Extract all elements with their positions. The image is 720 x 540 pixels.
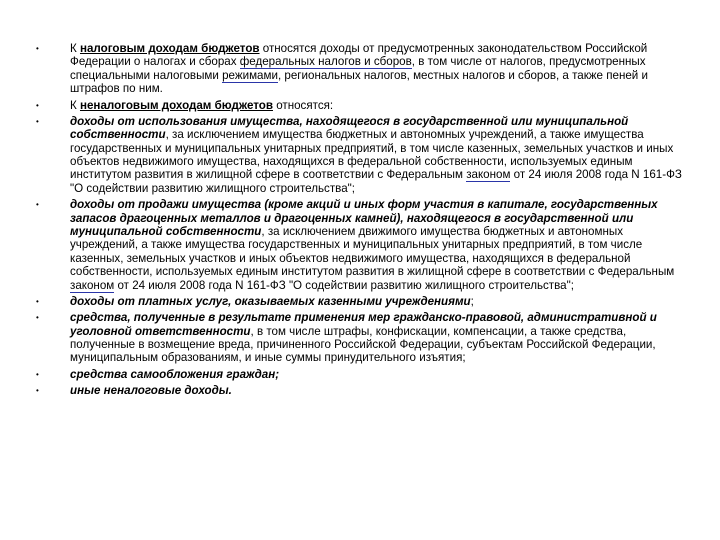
item-text: , за исключением имущества бюджетных и автономных учреждений, а также имущества государственных и муниципальных унитарных предприятий, в том числе казенных, земельных участков и иных объектов недвижимого имущества, находящихся в федеральной собственности, используемых единым институтом развития в жилищной сфере в соответствии с Федеральным [70,128,674,182]
tax-revenues-term: налоговым доходам бюджетов [79,42,260,55]
list-item-liability-funds [36,311,692,365]
paid-services-income-term: доходы от платных услуг, оказываемых казенными учреждениями [70,294,471,308]
item-text: ; [470,294,474,308]
item-text: , в том числе от налогов, предусмотренных специальными налоговыми [70,55,646,82]
list-item-self-taxation-funds [36,368,692,381]
item-text: от 24 июля 2008 года N 161-ФЗ "О содействии развитию жилищного строительства"; [70,168,682,195]
list-item-property-sale-income [36,198,692,292]
tax-regimes-link[interactable]: режимами [222,68,278,82]
item-text: относятся доходы от предусмотренных законодательством Российской Федерации о налогах и сборах [70,42,648,69]
property-use-income-term: доходы от использования имущества, находящегося в государственной или муниципальной собственности [70,114,629,142]
list-item-non-tax-revenues [36,99,692,112]
item-text: относятся: [272,98,334,112]
self-taxation-funds-term: средства самообложения граждан; [70,367,280,381]
liability-funds-term: средства, полученные в результате применения мер гражданско-правовой, административной и уголовной ответственности [70,311,657,338]
list-item-other-non-tax-revenues [36,384,692,397]
list-item-property-use-income [36,115,692,196]
item-text: , в том числе штрафы, конфискации, компенсации, а также средства, полученные в возмещение вреда, причиненного Российской Федерации, субъектам Российской Федерации, муниципальным образованиям, и иные суммы принудительного изъятия; [70,324,656,365]
item-text: от 24 июля 2008 года N 161-ФЗ "О содействии развитию жилищного строительства"; [114,278,574,292]
item-text: , за исключением движимого имущества бюджетных и автономных учреждений, а также имущества государственных и муниципальных унитарных предприятий, в том числе казенных, земельных участков и иных объектов недвижимого имущества, находящихся в федеральной собственности, используемых единым институтом развития в жилищной сфере в соответствии с Федеральным [70,224,675,279]
non-tax-revenues-term: неналоговым доходам бюджетов [79,98,273,112]
revenue-definitions-list [36,42,692,400]
list-item-tax-revenues [36,42,692,96]
item-lead-text: К [70,98,80,112]
list-item-paid-services-income [36,295,692,308]
federal-law-link[interactable]: законом [466,168,511,182]
other-non-tax-revenues-term: иные неналоговые доходы. [70,383,232,397]
federal-law-link[interactable]: законом [70,278,115,292]
property-sale-income-term: доходы от продажи имущества (кроме акций и иных форм участия в капитале, государственных запасов драгоценных металлов и драгоценных камней), находящегося в государственной или муниципальной собственности [70,198,658,238]
item-lead-text: К [70,42,80,55]
federal-taxes-link[interactable]: федеральных налогов и сборов [239,55,412,69]
item-text: , региональных налогов, местных налогов и сборов, а также пеней и штрафов по ним. [70,68,648,96]
